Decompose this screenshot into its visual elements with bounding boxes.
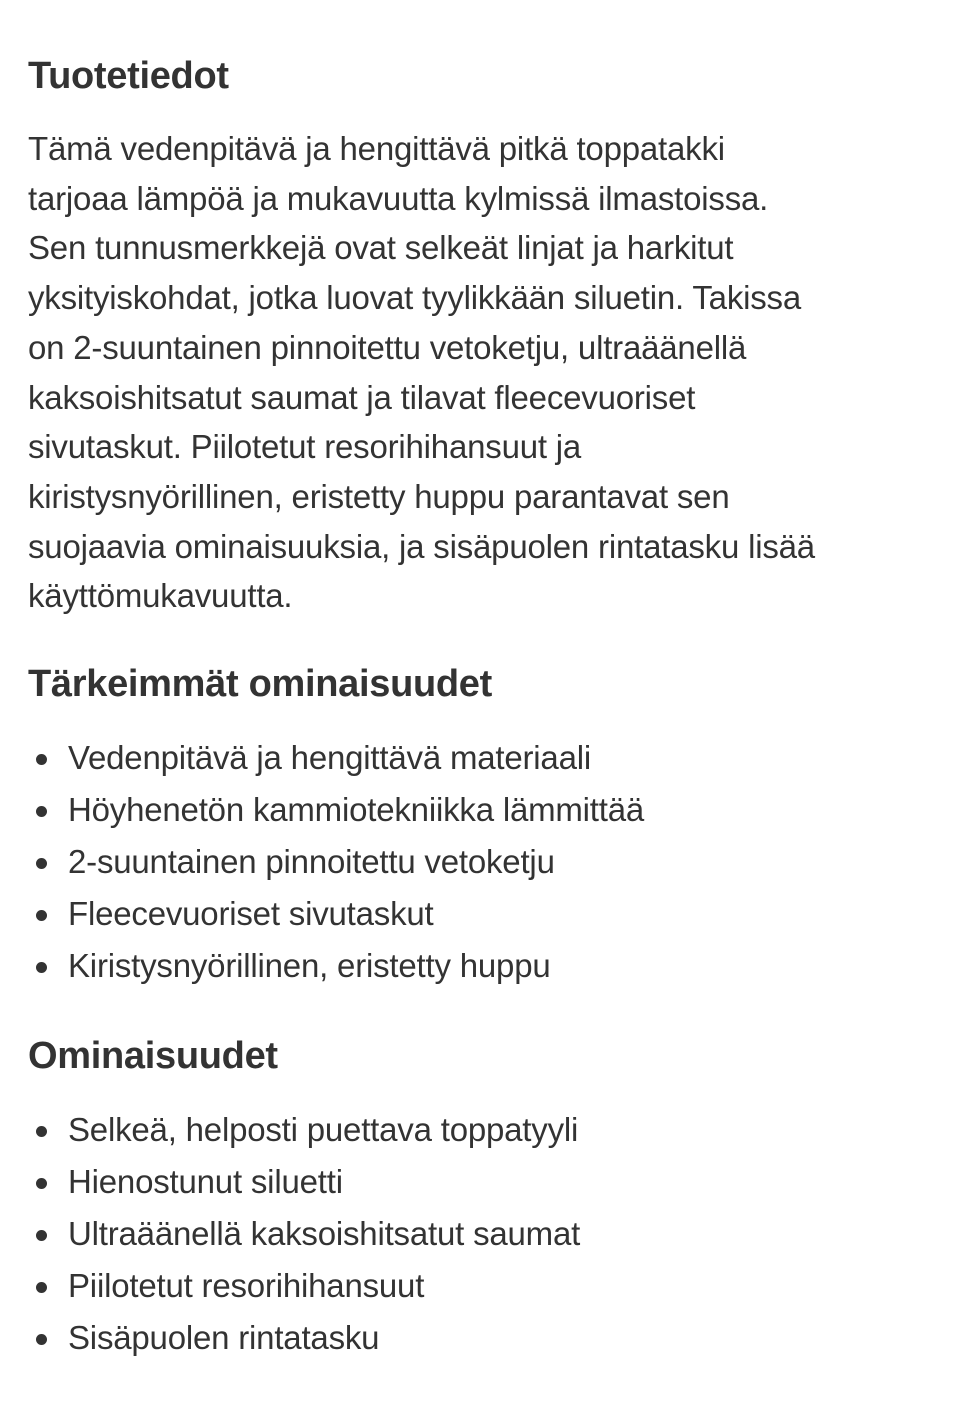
list-item xyxy=(28,1156,580,1208)
description-line: Tämä vedenpitävä ja hengittävä pitkä toppatakki xyxy=(28,130,725,167)
list-item xyxy=(28,1208,580,1260)
bullet-icon xyxy=(36,962,47,973)
key-features-list xyxy=(28,732,644,992)
bullet-icon xyxy=(36,910,47,921)
key-features-heading: Tärkeimmät ominaisuudet xyxy=(28,663,492,705)
description-line: sivutaskut. Piilotetut resorihihansuut ja xyxy=(28,428,582,466)
list-item-text: Vedenpitävä ja hengittävä materiaali xyxy=(68,739,591,776)
description-line: kiristysnyörillinen, eristetty huppu parantavat sen xyxy=(28,477,730,515)
list-item xyxy=(28,1104,580,1156)
bullet-icon xyxy=(36,1126,47,1137)
list-item xyxy=(28,836,644,888)
description-line: yksityiskohdat, jotka luovat tyylikkään siluetin. Takissa xyxy=(28,279,802,317)
list-item-text: Ultraäänellä kaksoishitsatut saumat xyxy=(68,1215,581,1252)
bullet-icon xyxy=(36,1282,47,1293)
list-item-text: Höyhenetön kammiotekniikka lämmittää xyxy=(68,791,645,828)
bullet-icon xyxy=(36,1178,47,1189)
list-item-text: Selkeä, helposti puettava toppatyyli xyxy=(68,1111,579,1148)
description-line: käyttömukavuutta. xyxy=(28,577,293,615)
description-line: Sen tunnusmerkkejä ovat selkeät linjat ja harkitut xyxy=(28,229,734,267)
list-item-text: 2-suuntainen pinnoitettu vetoketju xyxy=(68,843,555,880)
features-list xyxy=(28,1104,580,1364)
list-item xyxy=(28,784,644,836)
description-line: kaksoishitsatut saumat ja tilavat fleecevuoriset xyxy=(28,378,696,416)
list-item-text: Fleecevuoriset sivutaskut xyxy=(68,895,434,932)
features-heading: Ominaisuudet xyxy=(28,1035,278,1077)
list-item-text: Piilotetut resorihihansuut xyxy=(68,1267,425,1304)
list-item-text: Sisäpuolen rintatasku xyxy=(68,1319,380,1356)
bullet-icon xyxy=(36,806,47,817)
list-item xyxy=(28,940,644,992)
description-text xyxy=(28,124,815,621)
list-item xyxy=(28,732,644,784)
description-line: tarjoaa lämpöä ja mukavuutta kylmissä ilmastoissa. xyxy=(28,179,769,217)
list-item xyxy=(28,1260,580,1312)
list-item-text: Kiristysnyörillinen, eristetty huppu xyxy=(68,947,551,984)
list-item xyxy=(28,888,644,940)
description-heading: Tuotetiedot xyxy=(28,55,229,97)
list-item-text: Hienostunut siluetti xyxy=(68,1163,343,1200)
bullet-icon xyxy=(36,1230,47,1241)
description-line: on 2-suuntainen pinnoitettu vetoketju, ultraäänellä xyxy=(28,328,747,366)
bullet-icon xyxy=(36,1334,47,1345)
description-line: suojaavia ominaisuuksia, ja sisäpuolen rintatasku lisää xyxy=(28,527,815,565)
bullet-icon xyxy=(36,754,47,765)
list-item xyxy=(28,1312,580,1364)
bullet-icon xyxy=(36,858,47,869)
